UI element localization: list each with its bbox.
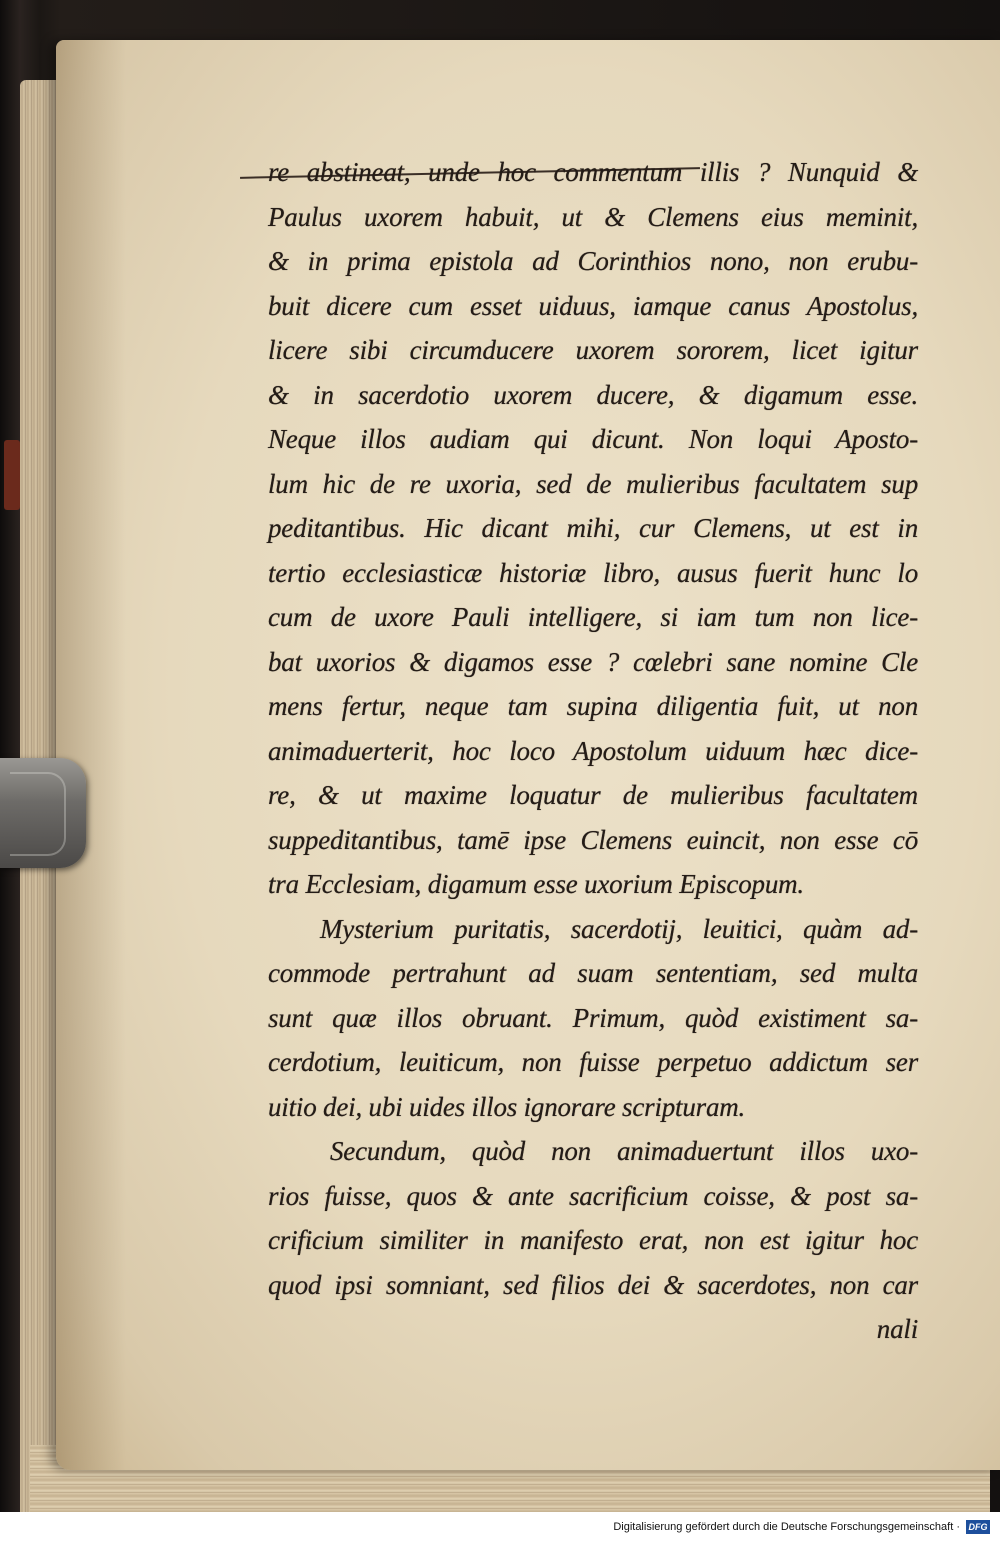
text-line: & in sacerdotio uxorem ducere, & digamum esse. [268,379,918,410]
text-line: sunt quæ illos obruant. Primum, quòd existiment sa- [268,1002,918,1033]
text-line: uitio dei, ubi uides illos ignorare scripturam. [268,1091,746,1122]
text-line: mens fertur, neque tam supina diligentia fuit, ut non [268,691,918,721]
text-line: buit dicere cum esset uiduus, iamque canus Apostolus, [268,290,918,321]
text-line: licere sibi circumducere uxorem sororem, licet igitur [268,335,918,365]
text-line: tertio ecclesiasticæ historiæ libro, ausus fuerit hunc lo [268,557,918,588]
text-line: Paulus uxorem habuit, ut & Clemens eius meminit, [268,201,918,232]
text-line: peditantibus. Hic dicant mihi, cur Clemens, ut est in [268,513,918,543]
text-line: crificium similiter in manifesto erat, non est igitur hoc [268,1225,918,1255]
binding-mark [4,440,20,510]
dfg-logo-icon: DFG [966,1520,990,1534]
page-text [268,150,918,1352]
text-line: & in prima epistola ad Corinthios nono, non erubu- [268,246,918,276]
text-line: re, & ut maxime loquatur de mulieribus facultatem [268,780,918,810]
text-line: quod ipsi somniant, sed filios dei & sacerdotes, non car [268,1269,918,1300]
text-line: rios fuisse, quos & ante sacrificium coisse, & post sa- [268,1180,918,1211]
text-line: commode pertrahunt ad suam sententiam, sed multa [268,958,918,988]
text-line: Mysterium puritatis, sacerdotij, leuitici, quàm ad- [320,913,918,944]
text-line: lum hic de re uxoria, sed de mulieribus facultatem sup [268,468,918,499]
text-line: cum de uxore Pauli intelligere, si iam tum non lice- [268,602,918,632]
text-line: tra Ecclesiam, digamum esse uxorium Episcopum. [268,869,804,899]
text-line: animaduerterit, hoc loco Apostolum uiduum hæc dice- [268,735,918,766]
text-line: suppeditantibus, tamē ipse Clemens euincit, non esse cō [268,824,918,855]
text-line: cerdotium, leuiticum, non fuisse perpetuo addictum ser [268,1047,918,1077]
catchword: nali [876,1314,918,1344]
text-line: re abstineat, unde hoc commentum illis ? Nunquid & [268,157,918,187]
page-clip [0,758,86,868]
text-line: bat uxorios & digamos esse ? cœlebri sane nomine Cle [268,646,918,677]
page-gutter-shade [56,40,126,1470]
text-line: Secundum, quòd non animaduertunt illos uxo- [330,1136,918,1166]
footer-bar [0,1512,1000,1542]
footer-credit: Digitalisierung gefördert durch die Deutsche Forschungsgemeinschaft · [613,1521,960,1533]
text-line: Neque illos audiam qui dicunt. Non loqui Aposto- [268,424,918,454]
